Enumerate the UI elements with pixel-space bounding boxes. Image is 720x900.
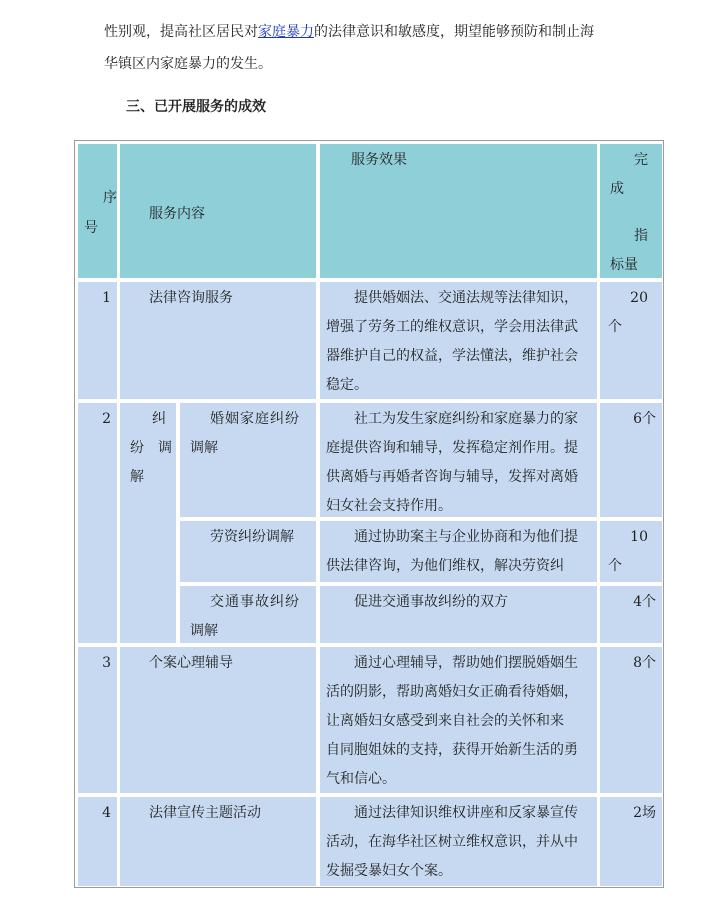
content-line: 婚姻家庭纠纷: [210, 411, 300, 427]
effect-line: 庭提供咨询和辅导，发挥稳定剂作用。提: [326, 440, 578, 456]
effect-line: 增强了劳务工的维权意识，学会用法律武: [326, 319, 578, 335]
count-line: 个: [608, 319, 622, 335]
effect-line: 促进交通事故纠纷的双方: [354, 594, 508, 610]
header-count-b: 成: [610, 181, 624, 197]
service-results-table: [74, 140, 664, 888]
row-4-content: [120, 797, 316, 886]
row-2-index: [78, 403, 117, 643]
row-3-count: [600, 647, 662, 793]
group-line: 纷 调: [130, 440, 172, 456]
header-count-d: 标量: [610, 257, 638, 273]
effect-line: 供离婚与再婚者咨询与辅导，发挥对离婚: [326, 469, 578, 485]
effect-line: 活的阴影，帮助离婚妇女正确看待婚姻，: [326, 684, 578, 700]
row-1-effect: [320, 282, 597, 399]
count-line: 2场: [633, 805, 656, 821]
effect-line: 让离婚妇女感受到来自社会的关怀和来: [326, 713, 564, 729]
intro-text: 的法律意识和敏感度，期望能够预防和制止海: [314, 24, 594, 40]
effect-line: 提供婚姻法、交通法规等法律知识，: [354, 290, 578, 306]
effect-line: 通过协助案主与企业协商和为他们提: [354, 529, 578, 545]
count-line: 个: [608, 558, 622, 574]
effect-line: 供法律咨询，为他们维权，解决劳资纠: [326, 558, 564, 574]
count-line: 20: [630, 290, 648, 306]
row-1-index: [78, 282, 117, 399]
row-index-value: 2: [102, 411, 111, 427]
row-4-count: [600, 797, 662, 886]
row-2a-effect: [320, 403, 597, 517]
header-count-a: 完: [634, 152, 648, 168]
group-line: 解: [130, 469, 144, 485]
header-count: [600, 144, 662, 278]
effect-line: 妇女社会支持作用。: [326, 498, 452, 514]
row-content-value: 法律宣传主题活动: [149, 805, 261, 821]
row-2a-content: [180, 403, 316, 517]
intro-line-1: [104, 16, 664, 48]
row-2b-effect: [320, 521, 597, 582]
header-effect-label: 服务效果: [351, 152, 407, 168]
group-line: 纠: [152, 411, 166, 427]
content-line: 调解: [190, 440, 218, 456]
row-3-content: [120, 647, 316, 793]
count-line: 8个: [633, 655, 656, 671]
effect-line: 器维护自己的权益，学法懂法，维护社会: [326, 348, 578, 364]
count-line: 10: [630, 529, 648, 545]
row-content-value: 个案心理辅导: [149, 655, 233, 671]
effect-line: 气和信心。: [326, 771, 396, 787]
row-1-content: [120, 282, 316, 399]
row-index-value: 4: [102, 805, 111, 821]
row-4-index: [78, 797, 117, 886]
header-content: [120, 144, 316, 278]
content-line: 劳资纠纷调解: [210, 529, 294, 545]
domestic-violence-link[interactable]: 家庭暴力: [258, 24, 314, 40]
effect-line: 活动，在海华社区树立维权意识，并从中: [326, 834, 578, 850]
row-2b-count: [600, 521, 662, 582]
content-line: 调解: [190, 623, 218, 639]
row-2c-content: [180, 586, 316, 643]
header-index-b: 号: [84, 220, 98, 236]
effect-line: 稳定。: [326, 377, 368, 393]
row-3-effect: [320, 647, 597, 793]
count-line: 4个: [633, 594, 656, 610]
effect-line: 自同胞姐妹的支持，获得开始新生活的勇: [326, 742, 578, 758]
effect-line: 通过法律知识维权讲座和反家暴宣传: [354, 805, 578, 821]
row-2-group: [120, 403, 176, 643]
row-content-value: 法律咨询服务: [149, 290, 233, 306]
section-title: 三、已开展服务的成效: [126, 99, 266, 115]
effect-line: 发掘受暴妇女个案。: [326, 863, 452, 879]
row-index-value: 1: [102, 290, 111, 306]
intro-text: 性别观，提高社区居民对: [104, 24, 258, 40]
row-2a-count: [600, 403, 662, 517]
header-content-label: 服务内容: [149, 206, 205, 222]
effect-line: 通过心理辅导，帮助她们摆脱婚姻生: [354, 655, 578, 671]
row-4-effect: [320, 797, 597, 886]
intro-line-2: 华镇区内家庭暴力的发生。: [104, 56, 272, 72]
header-count-c: 指: [634, 228, 648, 244]
header-index-a: 序: [103, 190, 117, 206]
row-index-value: 3: [102, 655, 111, 671]
row-2c-effect: [320, 586, 597, 643]
header-index: [78, 144, 117, 278]
row-2b-content: [180, 521, 316, 582]
count-line: 6个: [633, 411, 656, 427]
effect-line: 社工为发生家庭纠纷和家庭暴力的家: [354, 411, 578, 427]
header-effect: [320, 144, 597, 278]
content-line: 交通事故纠纷: [210, 594, 300, 610]
row-2c-count: [600, 586, 662, 643]
row-1-count: [600, 282, 662, 399]
row-3-index: [78, 647, 117, 793]
